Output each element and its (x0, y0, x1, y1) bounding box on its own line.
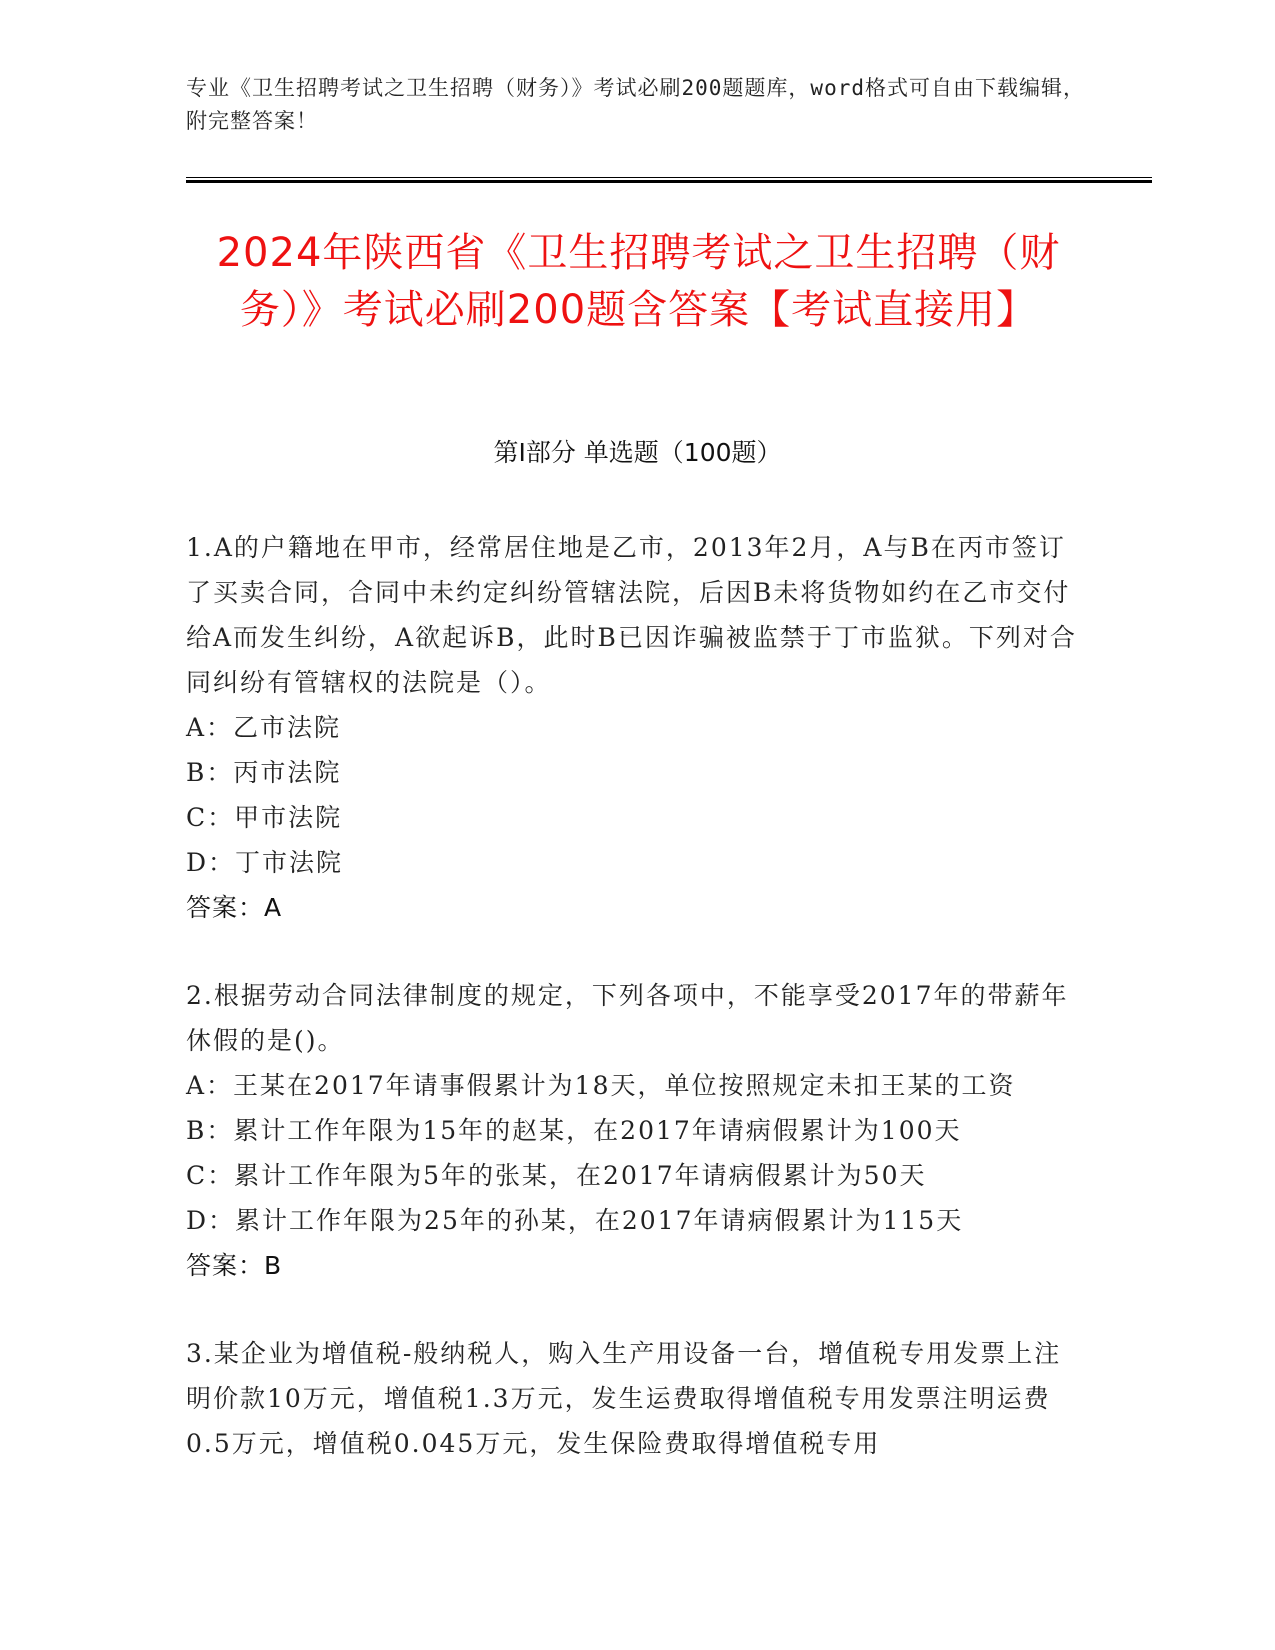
header-divider-thin (186, 177, 1152, 178)
question-item (186, 525, 1086, 930)
answer-line: 答案：B (186, 1251, 283, 1280)
document-title: 2024年陕西省《卫生招聘考试之卫生招聘（财务）》考试必刷200题含答案【考试直接用】 (216, 230, 1061, 333)
section-title: 第I部分 单选题（100题） (493, 438, 782, 467)
option-d: D：丁市法院 (186, 848, 344, 877)
question-item (186, 973, 1086, 1288)
option-a: A：王某在2017年请事假累计为18天，单位按照规定未扣王某的工资 (186, 1071, 1016, 1100)
answer-line: 答案：A (186, 893, 283, 922)
option-a: A：乙市法院 (186, 713, 342, 742)
question-stem: 3.某企业为增值税-般纳税人，购入生产用设备一台，增值税专用发票上注明价款10万元，增值税1.3万元，发生运费取得增值税专用发票注明运费0.5万元，增值税0.045万元，发生保险费取得增值税专用 (186, 1339, 1062, 1458)
option-b: B：累计工作年限为15年的赵某，在2017年请病假累计为100天 (186, 1116, 962, 1145)
option-d: D：累计工作年限为25年的孙某，在2017年请病假累计为115天 (186, 1206, 964, 1235)
question-stem: 1.A的户籍地在甲市，经常居住地是乙市，2013年2月，A与B在丙市签订了买卖合同，合同中未约定纠纷管辖法院，后因B未将货物如约在乙市交付给A而发生纠纷，A欲起诉B，此时B已因诈骗被监禁于丁市监狱。下列对合同纠纷有管辖权的法院是（）。 (186, 533, 1077, 697)
question-list (186, 525, 1086, 1509)
question-stem: 2.根据劳动合同法律制度的规定，下列各项中，不能享受2017年的带薪年休假的是()。 (186, 981, 1069, 1055)
header-note: 专业《卫生招聘考试之卫生招聘（财务）》考试必刷200题题库，word格式可自由下载编辑，附完整答案！ (186, 76, 1085, 133)
question-item (186, 1331, 1086, 1466)
option-b: B：丙市法院 (186, 758, 342, 787)
header-divider-thick (186, 180, 1152, 183)
option-c: C：累计工作年限为5年的张某，在2017年请病假累计为50天 (186, 1161, 927, 1190)
option-c: C：甲市法院 (186, 803, 343, 832)
